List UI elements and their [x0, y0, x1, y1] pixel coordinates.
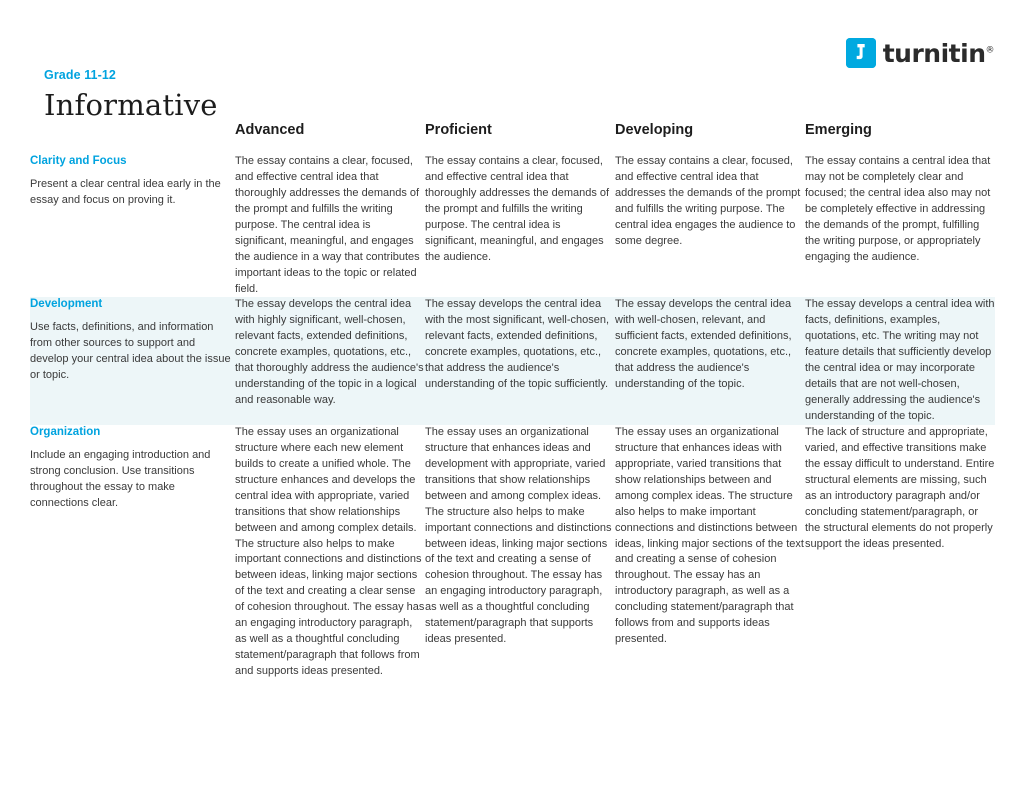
criterion-description: Present a clear central idea early in the essay and focus on proving it.	[30, 177, 221, 206]
cell-proficient	[425, 154, 615, 297]
rubric-table-body	[30, 154, 995, 680]
cell-text: The essay contains a clear, focused, and effective central idea that thoroughly addresses the demands of the prompt and fulfills the writing purpose. The central idea is significant, meaningful, and engages the audience in a way that contributes important ideas to the topic or related field.	[235, 155, 420, 295]
rubric-table	[30, 122, 995, 680]
table-row	[30, 297, 995, 425]
cell-text: The essay develops a central idea with facts, definitions, examples, quotations, etc. The writing may not feature details that sufficiently develop the central idea or may incorporate details that are not well-chosen, generally addressing the audience's understanding of the topic.	[805, 298, 995, 422]
criterion-cell	[30, 297, 235, 425]
cell-text: The essay uses an organizational structure that enhances ideas and development with appropriate, varied transitions that show relationships between and among complex ideas. The structure also helps to make important connections and distinctions between ideas, linking major sections of the text and creating a sense of cohesion throughout. The essay has an engaging introductory paragraph, as well as a thoughtful concluding statement/paragraph that supports ideas presented.	[425, 425, 612, 646]
trademark-symbol: ®	[985, 45, 994, 56]
criterion-title: Organization	[30, 425, 101, 438]
criteria-column-header	[30, 122, 235, 154]
level-header-developing: Developing	[615, 122, 694, 138]
grade-label: Grade 11-12	[44, 68, 116, 82]
brand-wordmark: turnitin®	[882, 38, 994, 68]
table-header-row	[30, 122, 995, 154]
turnitin-logo	[846, 38, 994, 68]
document-header	[44, 68, 218, 122]
cell-emerging	[805, 154, 995, 297]
turnitin-logo-icon	[846, 38, 876, 68]
level-header-emerging: Emerging	[805, 122, 872, 138]
cell-text: The essay contains a central idea that may not be completely clear and focused; the central idea also may not be completely effective in addressing the demands of the prompt, fulfilling the writing purpose, or appropriately engaging the audience.	[805, 155, 991, 263]
cell-advanced	[235, 297, 425, 425]
cell-advanced	[235, 154, 425, 297]
cell-developing	[615, 425, 805, 680]
cell-emerging	[805, 297, 995, 425]
criterion-title: Clarity and Focus	[30, 155, 127, 167]
rubric-table-head	[30, 122, 995, 154]
cell-text: The essay develops the central idea with well-chosen, relevant, and sufficient facts, extended definitions, concrete examples, quotations, etc., that address the audience's understanding of the topic.	[615, 298, 792, 391]
cell-developing	[615, 154, 805, 297]
criterion-description: Include an engaging introduction and strong conclusion. Use transitions throughout the essay to make connections clear.	[30, 448, 211, 509]
cell-developing	[615, 297, 805, 425]
criterion-title: Development	[30, 298, 103, 311]
cell-text: The essay contains a clear, focused, and effective central idea that addresses the demands of the prompt and fulfills the writing purpose. The central idea engages the audience to some degree.	[615, 155, 801, 247]
cell-advanced	[235, 425, 425, 680]
table-row	[30, 425, 995, 680]
criterion-cell	[30, 154, 235, 297]
cell-text: The essay develops the central idea with the most significant, well-chosen, relevant facts, extended definitions, concrete examples, quotations, etc., that address the audience's understanding of the topic sufficiently.	[425, 298, 610, 391]
cell-text: The essay uses an organizational structure where each new element builds to create a unified whole. The structure enhances and develops the central idea with appropriate, varied transitions that show relationships between and among complex details. The structure also helps to make important connections and distinctions between ideas, linking major sections of the text and creating a clear sense of cohesion throughout. The essay has an engaging introductory paragraph, as well as a thoughtful concluding statement/paragraph that follows from and supports ideas presented.	[235, 425, 425, 677]
cell-text: The essay contains a clear, focused, and effective central idea that thoroughly addresses the demands of the prompt and fulfills the writing purpose. The central idea is significant, meaningful, and engages the audience.	[425, 155, 610, 263]
level-header-advanced: Advanced	[235, 122, 305, 138]
page-title: Informative	[44, 88, 218, 122]
criterion-description: Use facts, definitions, and information from other sources to support and develop your central idea about the issue or topic.	[30, 321, 231, 382]
cell-emerging	[805, 425, 995, 680]
cell-proficient	[425, 425, 615, 680]
table-row	[30, 154, 995, 297]
cell-text: The lack of structure and appropriate, varied, and effective transitions make the essay difficult to understand. Entire structural elements are missing, such as an introductory paragraph and/or concluding statement/paragraph, or the structural elements do not properly support the ideas presented.	[805, 425, 995, 550]
level-header-proficient: Proficient	[425, 122, 492, 138]
cell-proficient	[425, 297, 615, 425]
cell-text: The essay develops the central idea with highly significant, well-chosen, relevant facts, extended definitions, concrete examples, quotations, etc., that thoroughly address the audience's understanding of the topic in a logical and reasonable way.	[235, 298, 424, 407]
cell-text: The essay uses an organizational structure that enhances ideas with appropriate, varied transitions that show relationships between and among complex ideas. The structure also helps to make important connections and distinctions between ideas, linking major sections of the text and creating a sense of cohesion throughout. The essay has an introductory paragraph, as well as a concluding statement/paragraph that follows from and supports ideas presented.	[615, 425, 804, 646]
criterion-cell	[30, 425, 235, 680]
